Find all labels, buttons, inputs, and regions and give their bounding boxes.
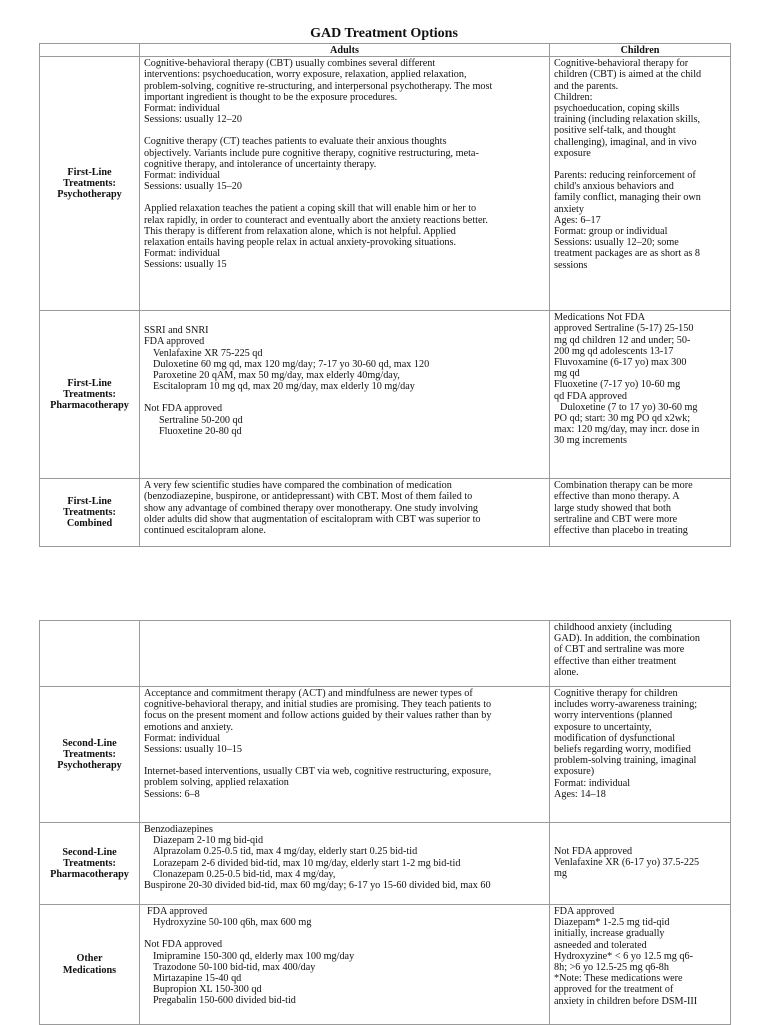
blank-line (144, 192, 545, 203)
text-line: Escitalopram 10 mg qd, max 20 mg/day, max elderly 10 mg/day (153, 381, 415, 393)
row-label (40, 823, 140, 905)
text-line: Treatments: (63, 178, 116, 190)
blank-line (554, 159, 726, 170)
text-line: 8h; >6 yo 12.5-25 mg q6-8h (554, 962, 669, 974)
treatment-table-page-1 (39, 43, 731, 547)
text-line: positive self-talk, and thought (554, 125, 676, 137)
text-line: Bupropion XL 150-300 qd (153, 984, 262, 996)
children-cell (550, 311, 731, 479)
text-line: Fluvoxamine (6-17 yo) max 300 (554, 357, 687, 369)
text-line: effective than placebo in treating (554, 525, 688, 537)
text-line: Imipramine 150-300 qd, elderly max 100 mg/day (153, 950, 355, 962)
text-line: Mirtazapine 15-40 qd (153, 973, 242, 985)
row-label (40, 57, 140, 311)
header-children: Children (550, 44, 731, 57)
text-line: 200 mg qd adolescents 13-17 (554, 345, 674, 357)
text-line: Diazepam 2-10 mg bid-qid (153, 835, 264, 847)
text-line: SSRI and SNRI (144, 325, 209, 337)
text-line: Medications Not FDA (554, 312, 646, 324)
text-line: Format: individual (144, 248, 221, 260)
text-line: Sessions: usually 15 (144, 259, 227, 271)
children-cell (550, 687, 731, 823)
text-line: mg qd (554, 368, 580, 380)
text-line: sessions (554, 259, 588, 271)
text-line: large study showed that both (554, 502, 671, 514)
text-line: Format: individual (144, 103, 221, 115)
text-line: challenging), imaginal, and in vivo (554, 136, 697, 148)
text-line: Parents: reducing reinforcement of (554, 170, 696, 182)
text-line: Acceptance and commitment therapy (ACT) and mindfulness are newer types of (144, 688, 473, 699)
text-line: Combined (66, 518, 113, 530)
text-line: treatment packages are as short as 8 (554, 248, 700, 260)
text-line: and the parents. (554, 80, 619, 92)
text-line: Sessions: usually 12–20; some (554, 237, 679, 249)
text-line: Psychotherapy (57, 189, 122, 201)
text-line: qd FDA approved (554, 390, 628, 402)
text-line: Sessions: usually 10–15 (144, 744, 242, 756)
text-line: cognitive therapy, and intolerance of uncertainty therapy. (144, 158, 377, 170)
text-line: Treatments: (63, 748, 116, 760)
children-cell (550, 479, 731, 547)
children-cell (550, 823, 731, 905)
text-line: show any advantage of combined therapy over monotherapy. One study involving (144, 502, 479, 514)
text-line: Children: (554, 91, 593, 103)
text-line: Fluoxetine 20-80 qd (159, 425, 242, 437)
text-line: Format: individual (554, 777, 631, 789)
blank-line (144, 755, 545, 766)
text-line: Benzodiazepines (144, 824, 214, 835)
text-line: anxiety (554, 203, 584, 215)
adults-cell (140, 823, 550, 905)
text-line: relax rapidly, in order to counteract and eventually abort the anxiety reactions better. (144, 214, 488, 226)
text-line: Sessions: usually 15–20 (144, 181, 242, 193)
text-line: Pharmacotherapy (50, 869, 129, 881)
text-line: (benzodiazepine, buspirone, or antidepressant) with CBT. Most of them failed to (144, 491, 473, 503)
row-label (40, 479, 140, 547)
text-line: effective than either treatment (554, 655, 677, 667)
text-line: cognitive-behavioral therapy, and initial studies are promising. They teach patients to (144, 699, 492, 711)
header-adults: Adults (140, 44, 550, 57)
text-line: Format: group or individual (554, 226, 668, 238)
text-line: alone. (554, 666, 579, 678)
row-continued (40, 621, 731, 687)
text-line: First-Line (67, 495, 112, 507)
text-line: Hydroxyzine* < 6 yo 12.5 mg q6- (554, 950, 694, 962)
text-line: FDA approved (147, 906, 208, 917)
text-line: exposure) (554, 766, 595, 778)
text-line: of CBT and sertraline was more (554, 644, 685, 656)
text-line: problem-solving training, imaginal (554, 755, 697, 767)
header-category (40, 44, 140, 57)
text-line: approved for the treatment of (554, 984, 674, 996)
text-line: Psychotherapy (57, 760, 122, 772)
text-line: FDA approved (144, 336, 205, 348)
text-line: Sertraline 50-200 qd (159, 414, 243, 426)
text-line: approved Sertraline (5-17) 25-150 (554, 323, 694, 335)
row-first-line-psychotherapy (40, 57, 731, 311)
text-line: Sessions: 6–8 (144, 788, 200, 800)
text-line: Not FDA approved (144, 403, 223, 415)
text-line: problem solving, applied relaxation (144, 777, 289, 789)
row-label (40, 311, 140, 479)
adults-cell (140, 57, 550, 311)
text-line: objectively. Variants include pure cognitive therapy, cognitive restructuring, meta- (144, 147, 479, 159)
text-line: Cognitive-behavioral therapy (CBT) usually combines several different (144, 58, 436, 70)
text-line: Treatments: (63, 507, 116, 519)
text-line: This therapy is different from relaxation alone, which is not helpful. Applied (144, 225, 456, 237)
text-line: includes worry-awareness training; (554, 699, 698, 711)
treatment-table-page-2 (39, 620, 731, 1025)
text-line: First-Line (67, 377, 112, 389)
text-line: Alprazolam 0.25-0.5 tid, max 4 mg/day, elderly start 0.25 bid-tid (153, 846, 418, 858)
text-line: Treatments: (63, 389, 116, 401)
row-label (40, 687, 140, 823)
text-line: Lorazepam 2-6 divided bid-tid, max 10 mg/day, elderly start 1-2 mg bid-tid (153, 857, 461, 869)
text-line: mg qd children 12 and under; 50- (554, 334, 691, 346)
text-line: asneeded and tolerated (554, 939, 647, 951)
document-title: GAD Treatment Options (310, 26, 458, 41)
text-line: 30 mg increments (554, 435, 627, 447)
text-line: Venlafaxine XR (6-17 yo) 37.5-225 (554, 857, 700, 869)
text-line: Pregabalin 150-600 divided bid-tid (153, 995, 296, 1007)
text-line: Ages: 14–18 (554, 788, 606, 800)
text-line: Ages: 6–17 (554, 214, 601, 226)
blank-line (554, 824, 726, 835)
text-line: A very few scientific studies have compared the combination of medication (144, 480, 452, 492)
text-line: Hydroxyzine 50-100 q6h, max 600 mg (153, 917, 312, 929)
text-line: children (CBT) is aimed at the child (554, 69, 702, 81)
children-cell (550, 905, 731, 1025)
text-line: Format: individual (144, 732, 221, 744)
text-line: focus on the present moment and follow actions guided by their values rather than by (144, 710, 492, 722)
table-header-row (40, 44, 731, 57)
text-line: mg (554, 868, 568, 880)
text-line: relaxation entails having people relax in actual anxiety-provoking situations. (144, 237, 457, 249)
text-line: PO qd; start: 30 mg PO qd x2wk; (554, 413, 691, 425)
row-first-line-pharmacotherapy (40, 311, 731, 479)
text-line: family conflict, managing their own (554, 192, 701, 204)
adults-cell (140, 687, 550, 823)
text-line: Other (76, 953, 103, 965)
text-line: important ingredient is thought to be the exposure procedures. (144, 91, 398, 103)
row-label (40, 621, 140, 687)
text-line: Treatments: (63, 857, 116, 869)
text-line: worry interventions (planned (554, 710, 673, 722)
blank-line (144, 125, 545, 136)
text-line: Venlafaxine XR 75-225 qd (153, 347, 263, 359)
text-line: Applied relaxation teaches the patient a coping skill that will enable him or her to (144, 203, 477, 215)
text-line: childhood anxiety (including (554, 622, 672, 633)
text-line: Not FDA approved (554, 846, 633, 857)
children-cell (550, 621, 731, 687)
text-line: Cognitive-behavioral therapy for (554, 58, 689, 70)
text-line: Buspirone 20-30 divided bid-tid, max 60 mg/day; 6-17 yo 15-60 divided bid, max 60 (144, 880, 491, 892)
text-line: older adults did show that augmentation of escitalopram with CBT was superior to (144, 513, 481, 525)
text-line: exposure to uncertainty, (554, 721, 652, 733)
text-line: max: 120 mg/day, may incr. dose in (554, 424, 700, 436)
text-line: sertraline and CBT were more (554, 513, 678, 525)
text-line: modification of dysfunctional (554, 732, 676, 744)
text-line: continued escitalopram alone. (144, 525, 266, 537)
row-other-medications (40, 905, 731, 1025)
blank-line (144, 928, 545, 939)
blank-line (144, 392, 545, 403)
text-line: Second-Line (62, 737, 117, 749)
text-line: psychoeducation, coping skills (554, 103, 680, 115)
text-line: GAD). In addition, the combination (554, 633, 700, 645)
text-line: exposure (554, 147, 591, 159)
text-line: Diazepam* 1-2.5 mg tid-qid (554, 917, 670, 929)
text-line: Pharmacotherapy (50, 400, 129, 412)
text-line: training (including relaxation skills, (554, 114, 700, 126)
text-line: Sessions: usually 12–20 (144, 114, 242, 126)
text-line: initially, increase gradually (554, 928, 665, 940)
text-line: Not FDA approved (144, 939, 223, 951)
text-line: problem-solving, cognitive re-structuring, and interpersonal psychotherapy. The most (144, 80, 493, 92)
text-line: child's anxious behaviors and (554, 181, 674, 193)
text-line: Medications (62, 964, 117, 976)
text-line: Cognitive therapy (CT) teaches patients to evaluate their anxious thoughts (144, 136, 447, 148)
adults-cell (140, 905, 550, 1025)
text-line: Trazodone 50-100 bid-tid, max 400/day (153, 961, 316, 973)
row-label (40, 905, 140, 1025)
adults-cell (140, 621, 550, 687)
row-second-line-psychotherapy (40, 687, 731, 823)
text-line: Clonazepam 0.25-0.5 bid-tid, max 4 mg/day, (153, 868, 336, 880)
text-line: Cognitive therapy for children (554, 688, 678, 699)
text-line: FDA approved (554, 906, 615, 917)
text-line: First-Line (67, 166, 112, 178)
text-line: anxiety in children before DSM-III (554, 995, 698, 1007)
text-line: Combination therapy can be more (554, 480, 693, 492)
text-line: Duloxetine 60 mg qd, max 120 mg/day; 7-17 yo 30-60 qd, max 120 (153, 358, 430, 370)
text-line: Second-Line (62, 846, 117, 858)
text-line: emotions and anxiety. (144, 721, 234, 733)
text-line: Fluoxetine (7-17 yo) 10-60 mg (554, 379, 681, 391)
text-line: Paroxetine 20 qAM, max 50 mg/day, max elderly 40mg/day, (153, 370, 400, 382)
text-line: Internet-based interventions, usually CBT via web, cognitive restructuring, exposure, (144, 766, 492, 778)
row-first-line-combined (40, 479, 731, 547)
blank-line (554, 835, 726, 846)
text-line: interventions: psychoeducation, worry exposure, relaxation, applied relaxation, (144, 69, 467, 81)
adults-cell (140, 479, 550, 547)
text-line: *Note: These medications were (554, 973, 683, 985)
adults-cell (140, 311, 550, 479)
text-line: Duloxetine (7 to 17 yo) 30-60 mg (560, 401, 698, 413)
text-line: effective than mono therapy. A (554, 491, 680, 503)
text-line: Format: individual (144, 170, 221, 182)
text-line: beliefs regarding worry, modified (554, 744, 691, 756)
children-cell (550, 57, 731, 311)
row-second-line-pharmacotherapy (40, 823, 731, 905)
